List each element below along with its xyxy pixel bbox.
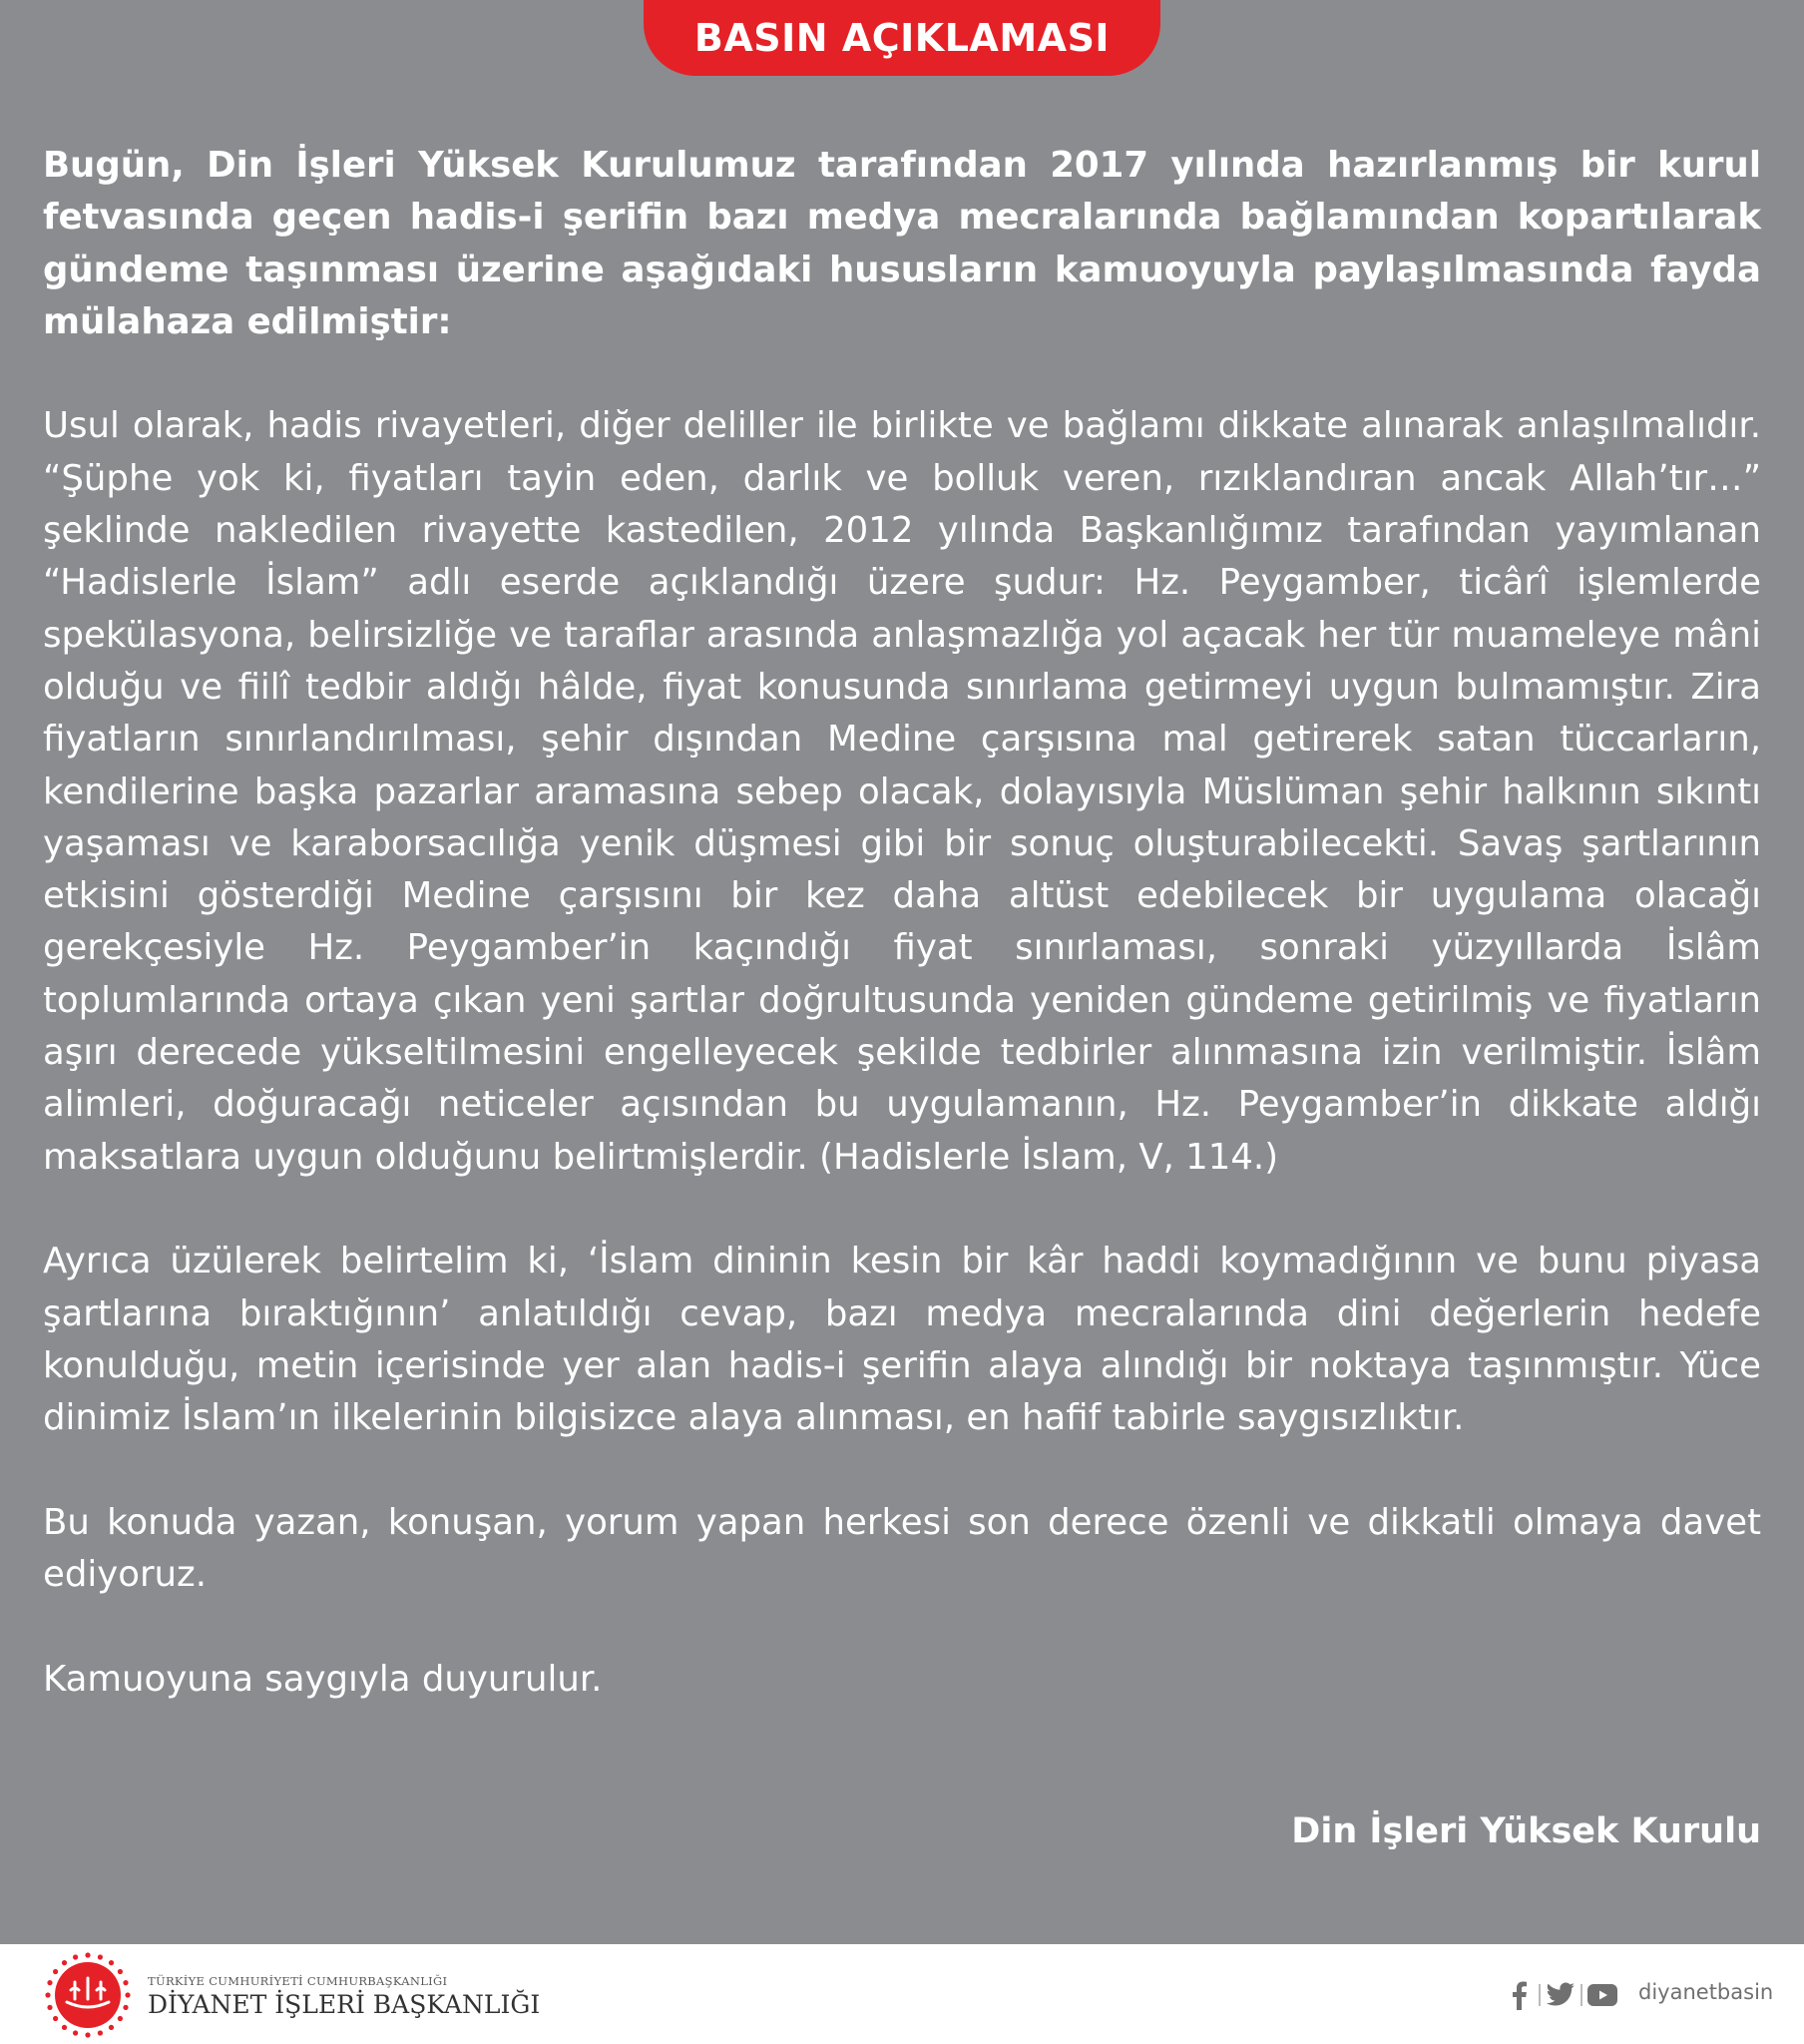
social-handle[interactable]: diyanetbasin: [1638, 1980, 1774, 2004]
org-name: DİYANET İŞLERİ BAŞKANLIĞI: [148, 1990, 541, 2019]
org-subtitle: TÜRKİYE CUMHURİYETİ CUMHURBAŞKANLIĞI: [148, 1974, 448, 1988]
paragraph-4: Kamuoyuna saygıyla duyurulur.: [43, 1658, 603, 1700]
social-separator: [1580, 1984, 1582, 2006]
social-links: [1502, 1978, 1619, 2012]
paragraph-2: Ayrıca üzülerek belirtelim ki, ‘İslam dininin kesin bir kâr haddi koymadığının ve bunu piyasa şartlarına bıraktığının’ anlatıldığı cevap, bazı medya mecralarında dini değerlerin hedefe konulduğu, metin içerisinde yer alan hadis-i şerifin alaya alındığı bir noktaya taşınmıştır. Yüce dinimiz İslam’ın ilkelerinin bilgisizce alaya alınması, en hafif tabirle saygısızlıktır.: [43, 1241, 1761, 1439]
paragraph-1: Usul olarak, hadis rivayetleri, diğer deliller ile birlikte ve bağlamı dikkate alınarak anlaşılmalıdır. “Şüphe yok ki, fiyatları tayin eden, darlık ve bolluk veren, rızıklandıran ancak Allah’tır…” şeklinde nakledilen rivayette kastedilen, 2012 yılında Başkanlığımız tarafından yayımlanan “Hadislerle İslam” adlı eserde açıklandığı üzere şudur: Hz. Peygamber, ticârî işlemlerde spekülasyona, belirsizliğe ve taraflar arasında anlaşmazlığa yol açacak her tür muameleye mâni olduğu ve fiilî tedbir aldığı hâlde, fiyat konusunda sınırlama getirmeyi uygun bulmamıştır. Zira fiyatların sınırlandırılması, şehir dışından Medine çarşısına mal getirerek satan tüccarların, kendilerine başka pazarlar aramasına sebep olacak, dolayısıyla Müslüman şehir halkının sıkıntı yaşaması ve karaborsacılığa yenik düşmesi gibi bir sonuç oluşturabilecekti. Savaş şartlarının etkisini gösterdiği Medine çarşısını bir kez daha altüst edebilecek bir uygulama olacağı gerekçesiyle Hz. Peygamber’in kaçındığı fiyat sınırlaması, sonraki yüzyıllarda İslâm toplumlarında ortaya çıkan yeni şartlar doğrultusunda yeniden gündeme getirilmiş ve fiyatların aşırı derecede yükseltilmesini engelleyecek şekilde tedbirler alınmasına izin verilmiştir. İslâm alimleri, doğuracağı neticeler açısından bu uygulamanın, Hz. Peygamber’in dikkate aldığı maksatlara uygun olduğunu belirtmişlerdir. (Hadislerle İslam, V, 114.): [43, 405, 1761, 1178]
youtube-icon[interactable]: [1585, 1978, 1619, 2012]
paragraph-3: Bu konuda yazan, konuşan, yorum yapan herkesi son derece özenli ve dikkatli olmaya davet ediyoruz.: [43, 1501, 1761, 1596]
social-separator: [1539, 1984, 1541, 2006]
diyanet-logo-icon: [45, 1952, 131, 2038]
facebook-icon[interactable]: [1502, 1978, 1536, 2012]
signature: Din İşleri Yüksek Kurulu: [1291, 1811, 1761, 1851]
badge-title: BASIN AÇIKLAMASI: [693, 16, 1111, 60]
statement-body: [43, 140, 1761, 1706]
press-release-badge: [644, 0, 1160, 76]
twitter-icon[interactable]: [1544, 1978, 1578, 2012]
lead-paragraph: Bugün, Din İşleri Yüksek Kurulumuz tarafından 2017 yılında hazırlanmış bir kurul fetvasında geçen hadis-i şerifin bazı medya mecralarında bağlamından kopartılarak gündeme taşınması üzerine aşağıdaki hususların kamuoyuyla paylaşılmasında fayda mülahaza edilmiştir:: [43, 145, 1761, 342]
